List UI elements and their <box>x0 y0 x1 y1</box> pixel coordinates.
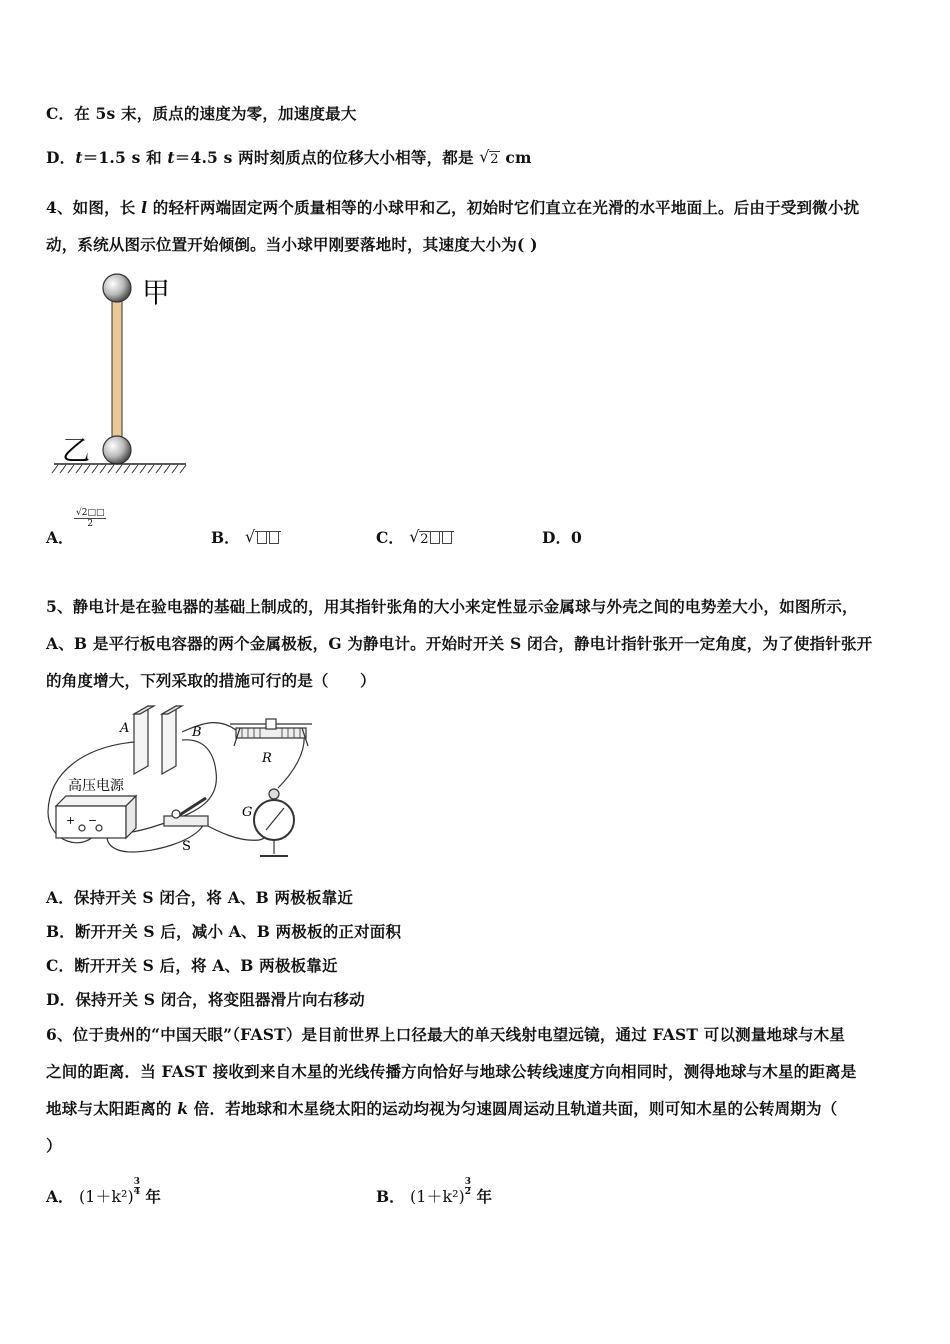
svg-text:A: A <box>120 721 130 736</box>
svg-text:B: B <box>192 725 202 740</box>
q5-stem-line3: 的角度增大，下列采取的措施可行的是（ ） <box>46 671 376 690</box>
q5-option-d: D．保持开关 S 闭合，将变阻器滑片向右移动 <box>46 990 365 1009</box>
q5-option-a: A．保持开关 S 闭合，将 A、B 两极板靠近 <box>46 888 354 907</box>
plate-a <box>134 706 148 774</box>
label-jia: 甲 <box>142 276 171 309</box>
q4-option-a-fraction: $\frac{√2□□}{2}$ <box>76 508 105 529</box>
q5-circuit-figure <box>44 702 324 864</box>
q4-stem-line2: 动，系统从图示位置开始倾倒。当小球甲刚要落地时，其速度大小为( ) <box>46 235 538 254</box>
q4-option-a: A． <box>46 528 74 547</box>
ball-jia <box>103 274 131 302</box>
q4-option-d: D．0 <box>542 528 582 547</box>
svg-text:高压电源: 高压电源 <box>68 778 124 794</box>
q6-stem-line2: 之间的距离．当 FAST 接收到来自木星的光线传播方向恰好与地球公转线速度方向相同时，测得地球与木星的距离是 <box>46 1062 857 1081</box>
svg-text:R: R <box>262 751 272 766</box>
q6-stem-line3: 地球与太阳距离的 k 倍．若地球和木星绕太阳的运动均视为匀速圆周运动且轨道共面，则可知木星的公转周期为（ <box>46 1099 838 1118</box>
hv-source <box>56 796 136 806</box>
q6-option-b: B． (1＋k²) $\frac{3}{2}$ 年 <box>376 1177 492 1206</box>
svg-text:S: S <box>182 839 191 854</box>
q6-option-a: A． (1＋k²) $\frac{3}{4}$ 年 <box>46 1177 161 1206</box>
q5-stem-line2: A、B 是平行板电容器的两个金属极板，G 为静电计。开始时开关 S 闭合，静电计指针张开一定角度，为了使指针张开 <box>46 634 873 653</box>
q4-option-b: B． √ <box>211 526 281 548</box>
ball-yi <box>103 436 131 464</box>
switch-S <box>164 816 208 826</box>
light-rod <box>112 298 122 438</box>
plate-b <box>162 706 176 774</box>
q4-figure-rod-balls <box>48 268 208 480</box>
q6-stem-line1: 6、位于贵州的“中国天眼”（FAST）是目前世界上口径最大的单天线射电望远镜，通过 FAST 可以测量地球与木星 <box>46 1025 846 1044</box>
q3-option-c: C．在 5s 末，质点的速度为零，加速度最大 <box>46 104 357 123</box>
q4-stem-line1: 4、如图，长 l 的轻杆两端固定两个质量相等的小球甲和乙，初始时它们直立在光滑的水平地面上。后由于受到微小扰 <box>46 198 860 217</box>
label-yi: 乙 <box>62 434 91 467</box>
svg-text:+: + <box>66 814 76 827</box>
q6-stem-line4: ） <box>46 1136 62 1155</box>
sqrt-expression: √ 2 <box>479 147 499 167</box>
q5-stem-line1: 5、静电计是在验电器的基础上制成的，用其指针张角的大小来定性显示金属球与外壳之间的电势差大小，如图所示， <box>46 597 858 616</box>
svg-text:−: − <box>88 814 98 827</box>
q5-option-b: B．断开开关 S 后，减小 A、B 两极板的正对面积 <box>46 922 402 941</box>
q5-option-c: C．断开开关 S 后，将 A、B 两极板靠近 <box>46 956 338 975</box>
q4-option-c: C． √ 2 <box>376 526 454 548</box>
q3-option-d: D．t＝1.5 s 和 t＝4.5 s 两时刻质点的位移大小相等，都是 √ 2 cm <box>46 147 532 167</box>
svg-text:G: G <box>242 805 253 820</box>
